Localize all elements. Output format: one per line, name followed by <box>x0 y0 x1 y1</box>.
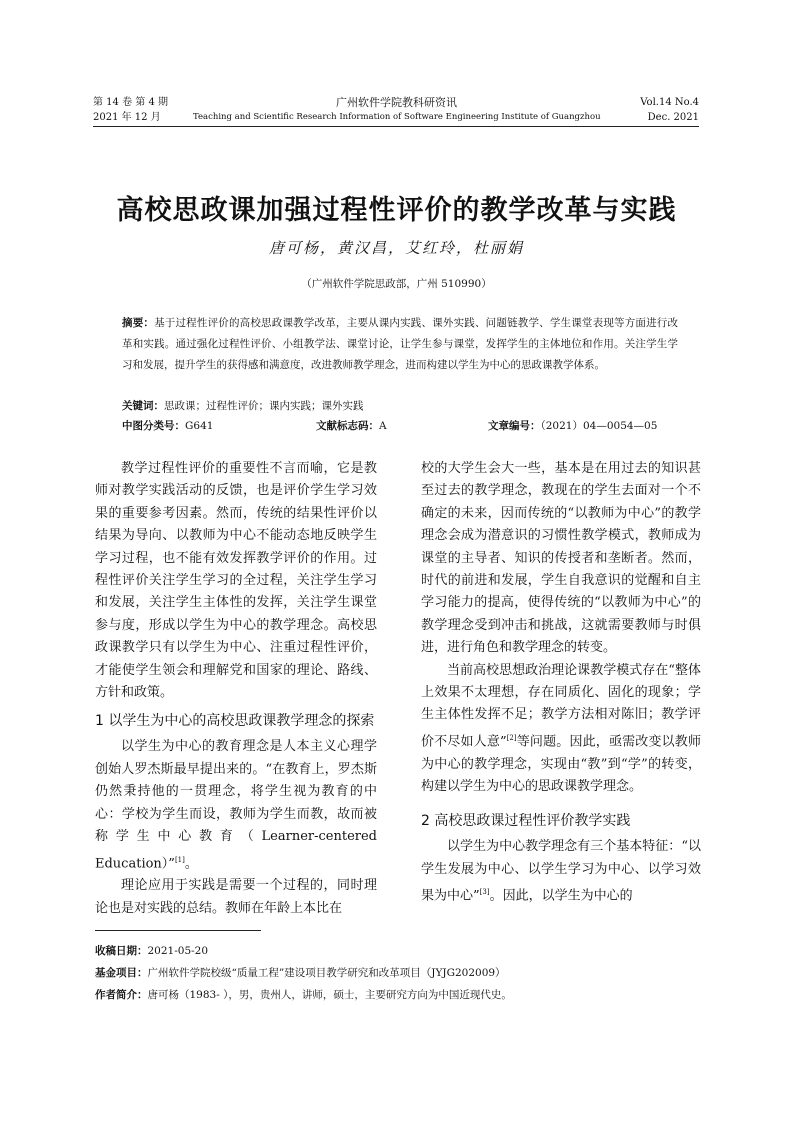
citation-ref: [3] <box>479 888 490 897</box>
footnote-author <box>95 987 512 1002</box>
header-date-en: Dec. 2021 <box>647 112 699 123</box>
abstract <box>122 313 678 376</box>
clc-label: 中图分类号： <box>122 420 185 432</box>
clc-value: G641 <box>185 420 214 432</box>
header-volume: Vol.14 No.4 <box>640 97 699 108</box>
paragraph-text: 以学生为中心的教育理念是人本主义心理学创始人罗杰斯最早提出来的。“在教育上，罗杰斯仍然秉持他的一贯理念，将学生视为教育的中心：学校为学生而设，教师为学生而教，故而被称学生中心教育（Learner-centered Education）” <box>95 739 377 871</box>
document-code <box>316 418 387 433</box>
paragraph-text: 以学生为中心教学理念有三个基本特征：“以学生发展为中心、以学生学习为中心、以学习效果为中心” <box>421 839 701 904</box>
author-bio-label: 作者简介： <box>95 989 148 1001</box>
header-date: 2021 年 12 月 <box>93 112 161 123</box>
paragraph: 教学过程性评价的重要性不言而喻，它是教师对教学实践活动的反馈，也是评价学生学习效果的重要参考因素。然而，传统的结果性评价以结果为导向、以教师为中心不能动态地反映学生学习过程，也不能有效发挥教学评价的作用。过程性评价关注学生学习的全过程，关注学生学习和发展，关注学生主体性的发挥，关注学生课堂参与度，形成以学生为中心的教学理念。高校思政课教学只有以学生为中心、注重过程性评价，才能使学生领会和理解党和国家的理论、路线、方针和政策。 <box>95 461 377 701</box>
paragraph: 校的大学生会大一些，基本是在用过去的知识甚至过去的教学理念，教现在的学生去面对一个不确定的未来，因而传统的“以教师为中心”的教学理念会成为潜意识的习惯性教学模式，教师成为课堂的主导者、知识的传授者和垄断者。然而，时代的前进和发展，学生自我意识的觉醒和自主学习能力的提高，使得传统的“以教师为中心”的教学理念受到冲击和挑战，这就需要教师与时俱进，进行角色和教学理念的转变。 <box>421 461 701 656</box>
footnote-received <box>95 943 208 958</box>
received-label: 收稿日期： <box>95 945 148 957</box>
header-journal-en: Teaching and Scientific Research Information of Software Engineering Institute of Guangzhou <box>193 112 601 122</box>
article-affiliation: （广州软件学院思政部，广州 510990） <box>301 278 492 290</box>
citation-ref: [1] <box>174 855 185 864</box>
clc-number <box>122 418 213 433</box>
paragraph <box>421 660 701 799</box>
header-journal-cn: 广州软件学院教科研资讯 <box>336 96 457 109</box>
abstract-label: 摘要： <box>122 317 155 329</box>
paragraph-text: 当前高校思想政治理论课教学模式存在“整体上效果不太理想，存在同质化、固化的现象；学生主体性发挥不足；教学方法相对陈旧；教学评价不尽如人意” <box>421 662 701 750</box>
paragraph-text-cont: 。因此，以学生为中心的 <box>489 888 633 904</box>
header-issue: 第 14 卷 第 4 期 <box>93 97 168 108</box>
paragraph: 理论应用于实践是需要一个过程的，同时理论也是对实践的总结。教师在年龄上本比在 <box>95 878 377 916</box>
fund-label: 基金项目： <box>95 967 148 979</box>
article-number <box>488 418 657 433</box>
paragraph-text-cont: 等问题。因此，亟需改变以教师为中心的教学理念，实现由“教”到“学”的转变，构建以学生为中心的思政课教学理念。 <box>421 734 701 795</box>
keywords <box>122 396 678 417</box>
article-title: 高校思政课加强过程性评价的教学改革与实践 <box>116 195 677 226</box>
paragraph <box>95 736 377 875</box>
doc-code-value: A <box>379 420 387 432</box>
footnote-rule <box>95 930 261 931</box>
keywords-text: 思政课；过程性评价；课内实践；课外实践 <box>164 400 364 412</box>
body-column-left <box>95 458 377 920</box>
paragraph-end: 。 <box>184 855 198 871</box>
keywords-label: 关键词： <box>122 400 164 412</box>
article-authors: 唐可杨，黄汉昌，艾红玲，杜丽娟 <box>268 239 524 257</box>
received-date: 2021-05-20 <box>147 945 209 957</box>
article-no-label: 文章编号： <box>488 420 541 432</box>
paragraph <box>421 836 701 908</box>
footnote-fund <box>95 965 506 980</box>
section-heading-1: 1 以学生为中心的高校思政课教学理念的探索 <box>95 713 375 730</box>
body-column-right <box>421 458 701 908</box>
article-no-value: （2021）04—0054—05 <box>540 420 658 432</box>
fund-text: 广州软件学院校级“质量工程”建设项目教学研究和改革项目（JYJG202009） <box>147 967 506 979</box>
citation-ref: [2] <box>506 733 517 742</box>
section-heading-2: 2 高校思政课过程性评价教学实践 <box>421 813 631 830</box>
abstract-text: 基于过程性评价的高校思政课教学改革，主要从课内实践、课外实践、问题链教学、学生课堂表现等方面进行改革和实践。通过强化过程性评价、小组教学法、课堂讨论，让学生参与课堂，发挥学生的主体地位和作用。关注学生学习和发展，提升学生的获得感和满意度，改进教师教学理念，进而构建以学生为中心的思政课教学体系。 <box>122 317 679 371</box>
doc-code-label: 文献标志码： <box>316 420 379 432</box>
author-bio-text: 唐可杨（1983- ），男，贵州人，讲师，硕士，主要研究方向为中国近现代史。 <box>147 989 512 1001</box>
header-rule <box>93 126 699 127</box>
